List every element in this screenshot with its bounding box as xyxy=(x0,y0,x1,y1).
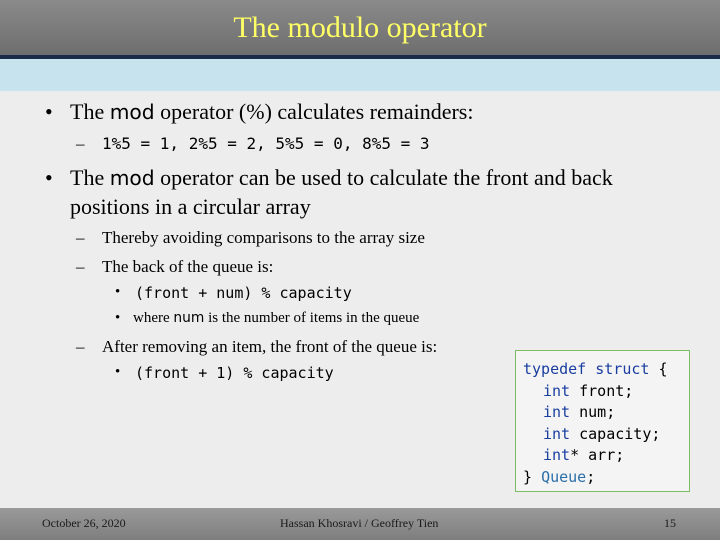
code-line: int front; xyxy=(543,381,634,400)
sub-bullet-marker: – xyxy=(76,257,85,276)
num-keyword: num xyxy=(173,310,205,326)
sub-sub-bullet-marker: • xyxy=(115,364,121,380)
sub-bullet-marker: – xyxy=(76,228,85,247)
bullet-marker: • xyxy=(45,165,53,190)
num-definition: where num is the number of items in the queue xyxy=(133,310,420,326)
sub-bullet-avoid-comparisons: Thereby avoiding comparisons to the array size xyxy=(102,228,425,247)
queue-struct-code xyxy=(515,350,690,492)
mod-keyword: mod xyxy=(109,166,155,190)
bullet-circular-array: The mod operator can be used to calculate the front and back xyxy=(70,165,613,190)
footer xyxy=(0,508,720,540)
footer-authors: Hassan Khosravi / Geoffrey Tien xyxy=(280,516,439,530)
bullet-circular-array-cont: positions in a circular array xyxy=(70,194,311,219)
code-line: } Queue; xyxy=(523,467,596,486)
mod-examples: 1%5 = 1, 2%5 = 2, 5%5 = 0, 8%5 = 3 xyxy=(102,134,430,153)
bullet-mod-remainders: The mod operator (%) calculates remainders: xyxy=(70,99,474,124)
mod-keyword: mod xyxy=(109,100,155,124)
sub-sub-bullet-marker: • xyxy=(115,284,121,300)
code-line: int capacity; xyxy=(543,424,661,443)
sub-bullet-marker: – xyxy=(76,134,85,153)
sub-bullet-marker: – xyxy=(76,337,85,356)
bullet-marker: • xyxy=(45,99,53,124)
back-formula: (front + num) % capacity xyxy=(135,284,352,302)
footer-date: October 26, 2020 xyxy=(42,516,126,530)
code-line: int num; xyxy=(543,403,616,421)
page-number: 15 xyxy=(664,516,676,530)
front-formula: (front + 1) % capacity xyxy=(135,364,334,382)
code-line: int* arr; xyxy=(543,446,625,464)
sub-bullet-back-of-queue: The back of the queue is: xyxy=(102,257,274,276)
code-line: typedef struct { xyxy=(523,360,668,378)
sub-sub-bullet-marker: • xyxy=(115,310,121,326)
sub-bullet-front-of-queue: After removing an item, the front of the queue is: xyxy=(102,337,438,356)
slide-title: The modulo operator xyxy=(233,11,487,44)
